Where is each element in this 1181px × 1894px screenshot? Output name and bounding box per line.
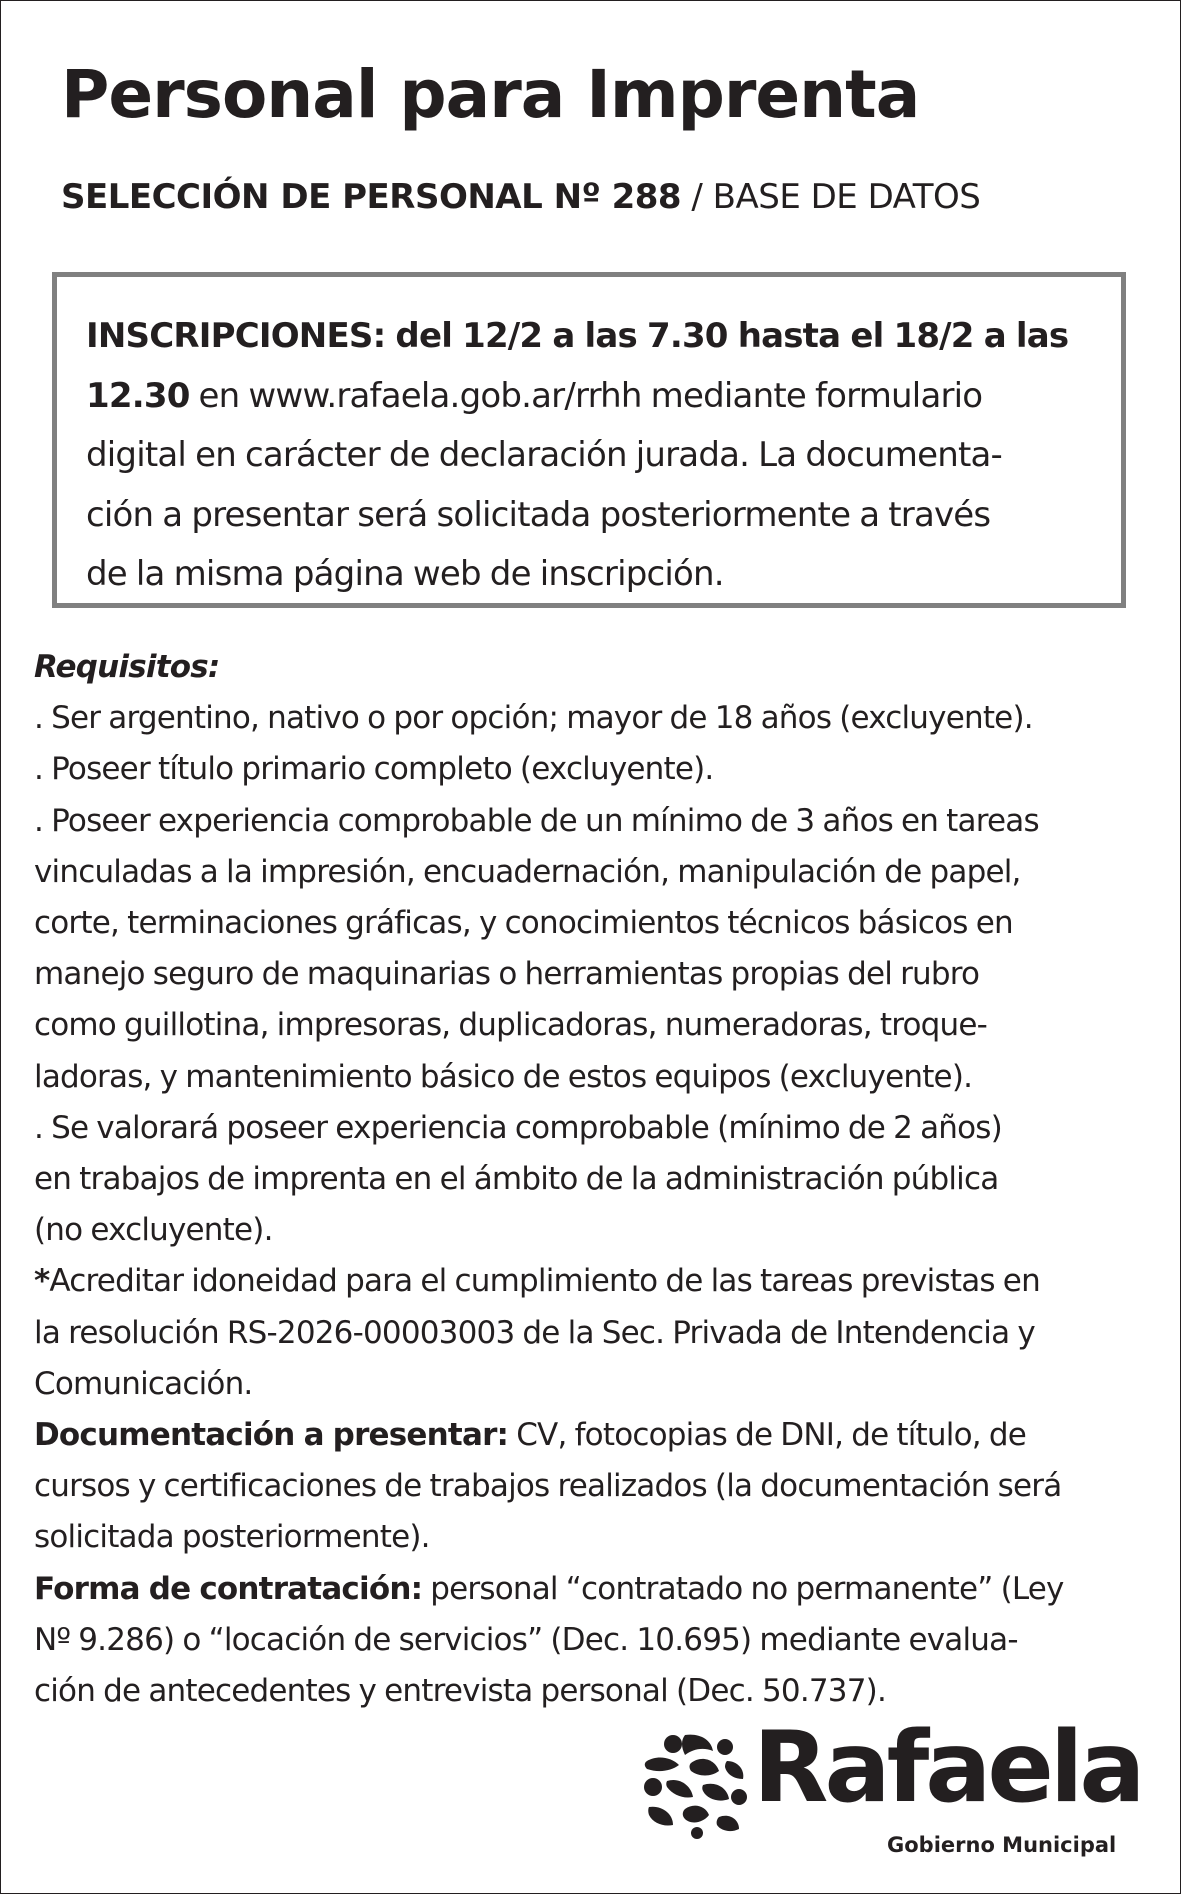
requirement-text-line: corte, terminaciones gráficas, y conocimientos técnicos básicos en [34,905,1013,942]
suitability-note-line: Comunicación. [34,1365,253,1402]
requirement-text-line: en trabajos de imprenta en el ámbito de la administración pública [34,1161,999,1198]
documentation-label: Documentación a presentar: [34,1417,509,1454]
documentation-text: CV, fotocopias de DNI, de título, de [508,1417,1026,1454]
subtitle-rest: / BASE DE DATOS [681,177,981,217]
registration-end-time: 12.30 [86,375,190,416]
contract-text-line: ción de antecedentes y entrevista personal (Dec. 50.737). [34,1673,887,1710]
rafaela-logo-wordmark: Rafaela [753,1711,1142,1825]
requirements-section [34,642,1144,1717]
page-title: Personal para Imprenta [61,56,920,133]
suitability-note-line: la resolución RS-2026-00003003 de la Sec. Privada de Intendencia y [34,1314,1035,1351]
requirement-text-line: manejo seguro de maquinarias o herramientas propias del rubro [34,956,980,993]
registration-line-5: de la misma página web de inscripción. [86,554,724,594]
documentation-text-line: solicitada posteriormente). [34,1519,430,1556]
registration-box [52,272,1126,608]
requirements-heading [34,642,1144,693]
registration-line-4: ción a presentar será solicitada posteriormente a través [86,494,991,535]
requirement-item: . Se valorará poseer experiencia comprobable (mínimo de 2 años) [34,1109,1002,1146]
rafaela-logo-subtitle: Gobierno Municipal [887,1833,1117,1857]
selection-number: SELECCIÓN DE PERSONAL Nº 288 [61,177,682,217]
requirement-text-line: (no excluyente). [34,1212,273,1249]
contract-text-line: Nº 9.286) o “locación de servicios” (Dec. 10.695) mediante evalua- [34,1621,1018,1658]
rafaela-logo [641,1711,1142,1859]
requirement-item: . Poseer título primario completo (excluyente). [34,751,714,788]
registration-line-3: digital en carácter de declaración jurada. La documenta- [86,435,1002,475]
registration-line-2: en www.rafaela.gob.ar/rrhh mediante formulario [189,375,983,416]
suitability-note-text: Acreditar idoneidad para el cumplimiento de las tareas previstas en [49,1263,1040,1300]
documentation-line [34,1410,1144,1461]
asterisk-mark: * [34,1263,50,1300]
registration-dates: INSCRIPCIONES: del 12/2 a las 7.30 hasta el 18/2 a las [86,316,1069,356]
registration-text [86,307,1093,605]
requirement-item: . Ser argentino, nativo o por opción; mayor de 18 años (excluyente). [34,700,1033,737]
contract-text: personal “contratado no permanente” (Ley [422,1570,1064,1607]
documentation-text-line: cursos y certificaciones de trabajos realizados (la documentación será [34,1468,1062,1505]
requirement-text-line: como guillotina, impresoras, duplicadoras, numeradoras, troque- [34,1007,988,1044]
requirements-label: Requisitos: [34,649,220,685]
contract-line [34,1564,1144,1615]
requirement-text-line: vinculadas a la impresión, encuadernación, manipulación de papel, [34,853,1021,890]
requirement-item: . Poseer experiencia comprobable de un mínimo de 3 años en tareas [34,802,1039,839]
contract-label: Forma de contratación: [34,1570,423,1607]
suitability-note [34,1256,1144,1307]
requirement-text-line: ladoras, y mantenimiento básico de estos equipos (excluyente). [34,1058,973,1095]
rafaela-logo-mark-icon [641,1731,749,1839]
page-subtitle [61,177,980,218]
